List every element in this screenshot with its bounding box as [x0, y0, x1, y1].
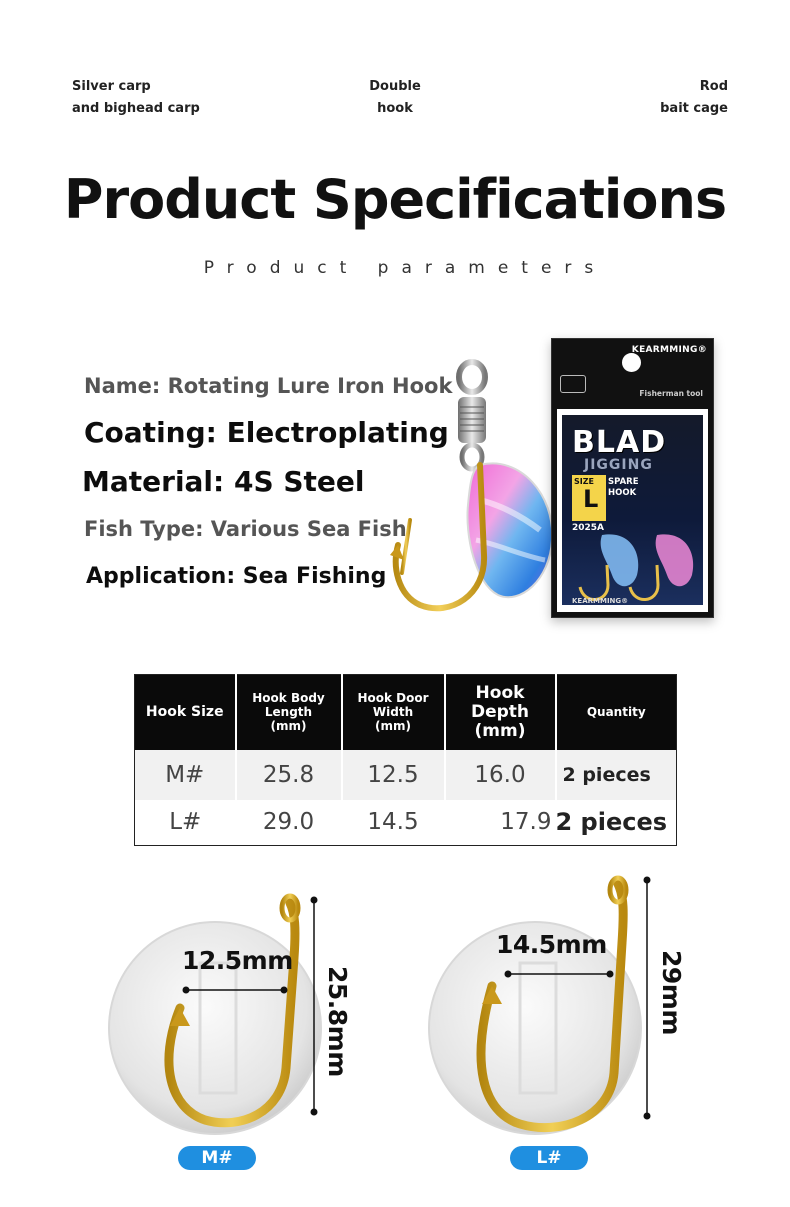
package-product-subname: JIGGING [584, 457, 653, 473]
caption-silver-carp [72, 76, 200, 120]
header-line: (mm) [375, 719, 411, 734]
header-hook-depth [445, 675, 556, 750]
package-size-label: SIZE [574, 477, 595, 486]
cell-body-length: 29.0 [236, 800, 342, 846]
package-hang-hole [622, 353, 641, 372]
length-measurement: 25.8mm [323, 966, 352, 1077]
size-tag-m: M# [178, 1146, 256, 1170]
cell-body-length: 25.8 [236, 750, 342, 800]
header-quantity [556, 675, 677, 750]
page-title: Product Specifications [63, 168, 727, 231]
package-size-value: L [583, 485, 599, 513]
cell-depth: 16.0 [445, 750, 556, 800]
cell-size: L# [135, 800, 236, 846]
header-line: (mm) [474, 720, 526, 741]
size-tag-l: L# [510, 1146, 588, 1170]
package-bottom-brand: KEARMMING® [572, 597, 629, 605]
spec-table [134, 674, 677, 846]
package-code: 2025A [572, 523, 605, 533]
table-row [135, 750, 677, 800]
header-line: Length [264, 705, 313, 720]
table-header-row [135, 675, 677, 750]
width-measurement: 14.5mm [496, 930, 607, 959]
cell-size: M# [135, 750, 236, 800]
header-line: Hook Door [357, 691, 429, 706]
fish-logo-icon [560, 375, 586, 393]
caption-line: bait cage [660, 101, 728, 116]
caption-line: Silver carp [72, 79, 151, 94]
spec-fish-type: Fish Type: Various Sea Fish [84, 517, 407, 541]
header-line: Hook Depth [470, 682, 530, 722]
header-line: Quantity [586, 705, 646, 720]
caption-line: Rod [699, 79, 728, 94]
spec-name: Name: Rotating Lure Iron Hook [84, 374, 453, 398]
table-row [135, 800, 677, 846]
header-line: Hook Size [145, 704, 224, 721]
cell-door-width: 14.5 [342, 800, 445, 846]
hook-diagram-m [100, 868, 380, 1188]
page-subtitle: Product parameters [203, 258, 607, 278]
cell-quantity: 2 pieces [556, 750, 677, 800]
package-inner [562, 415, 703, 605]
caption-line: hook [377, 101, 413, 116]
hook-diagram-l [420, 868, 700, 1188]
package-tagline: Fisherman tool [639, 389, 703, 398]
cell-door-width: 12.5 [342, 750, 445, 800]
spec-coating: Coating: Electroplating [84, 416, 449, 449]
caption-double-hook [330, 76, 460, 120]
package-product-name: BLAD [572, 425, 667, 460]
header-hook-door-width [342, 675, 445, 750]
caption-line: Double [369, 79, 421, 94]
spec-application: Application: Sea Fishing [86, 564, 387, 589]
package-card [557, 409, 708, 612]
package-hooks-image [562, 495, 703, 605]
lure-hook-image [380, 355, 580, 630]
cell-depth: 17.9 [445, 800, 556, 846]
package-brand: KEARMMING® [631, 345, 707, 355]
length-measurement: 29mm [657, 950, 686, 1035]
header-line: Hook Body [252, 691, 325, 706]
product-package [551, 338, 714, 618]
caption-line: and bighead carp [72, 101, 200, 116]
header-line: Width [372, 705, 414, 720]
caption-rod-bait-cage [660, 76, 728, 120]
width-measurement: 12.5mm [182, 946, 293, 975]
package-spare-label: SPARE HOOK [608, 477, 639, 498]
header-hook-body-length [236, 675, 342, 750]
header-hook-size [135, 675, 236, 750]
spec-material: Material: 4S Steel [82, 465, 365, 498]
header-line: (mm) [270, 719, 307, 734]
cell-quantity: 2 pieces [556, 800, 677, 846]
